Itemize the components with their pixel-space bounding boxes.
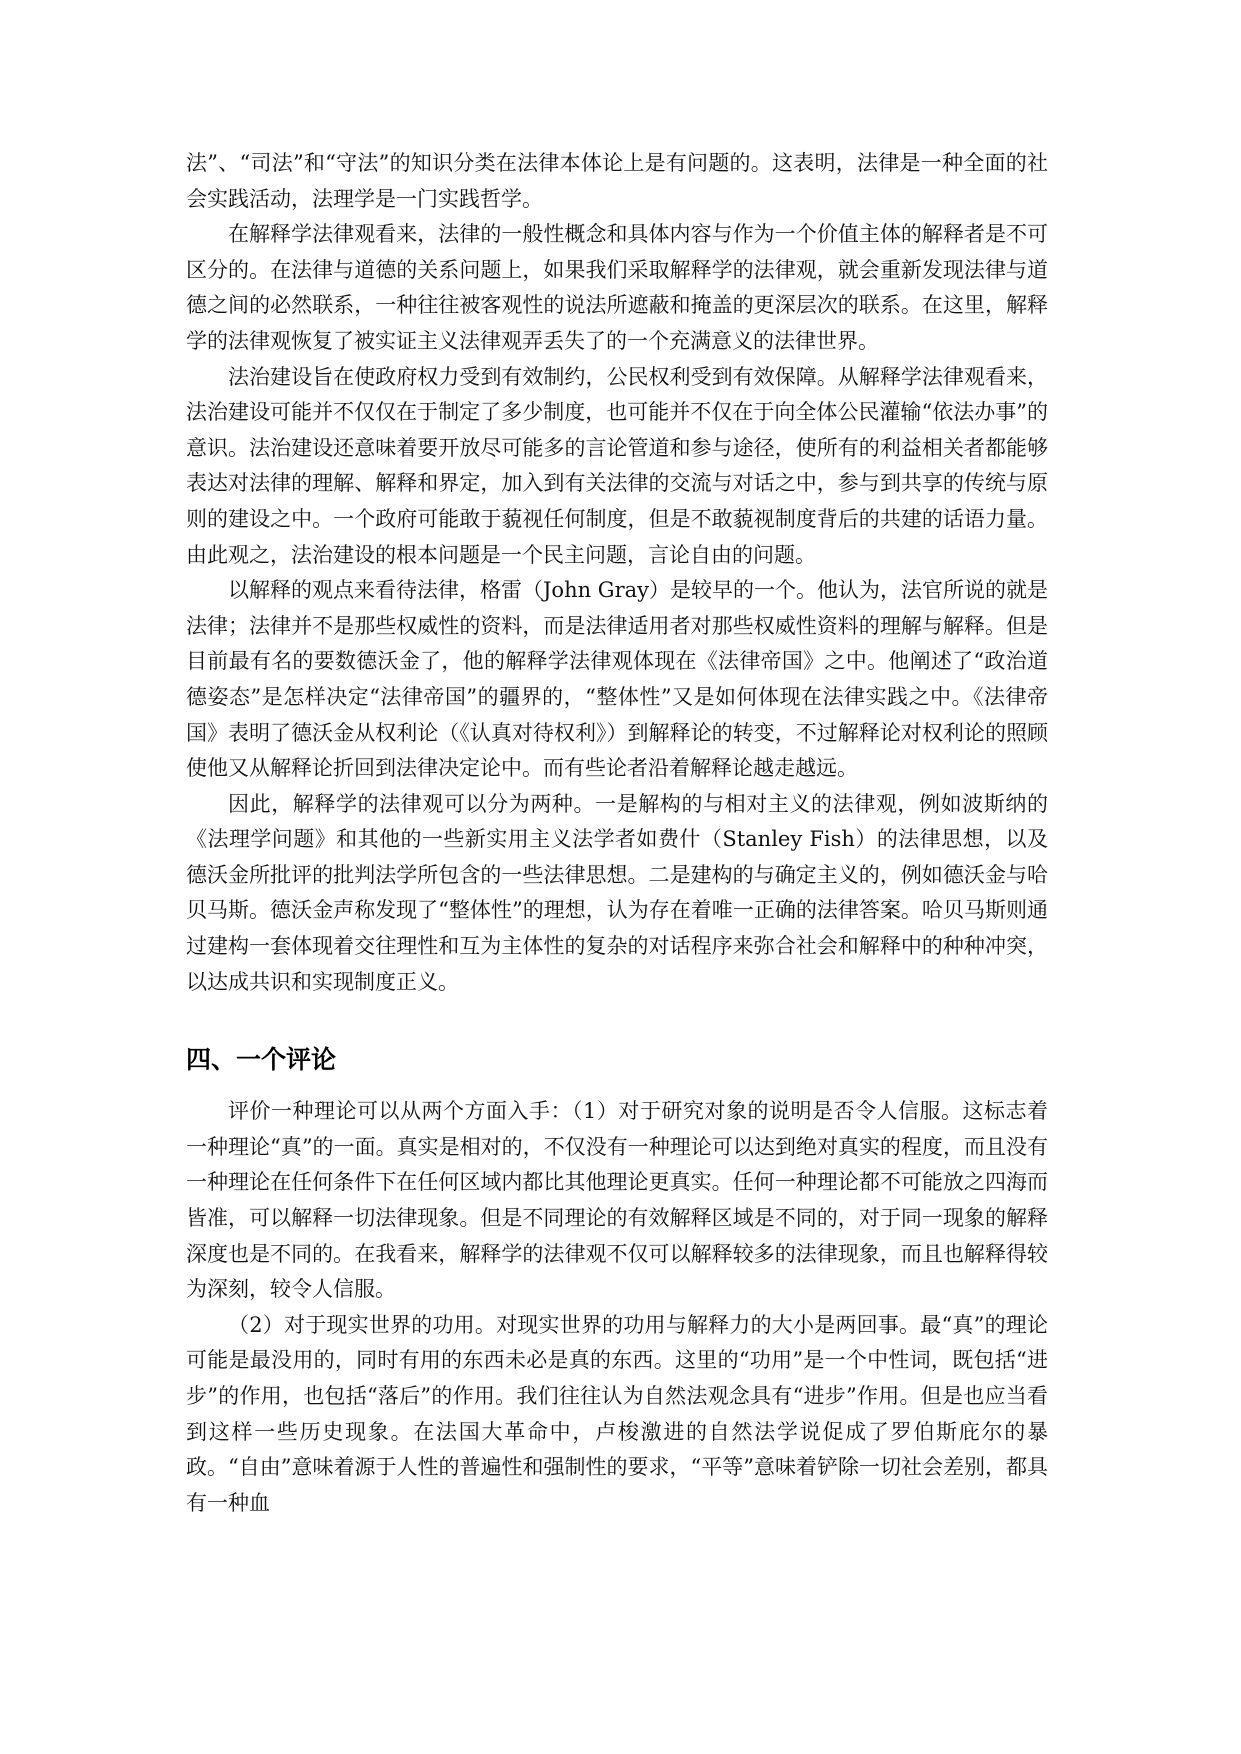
paragraph-rule-of-law: 法治建设旨在使政府权力受到有效制约，公民权利受到有效保障。从解释学法律观看来，法治建设可能并不仅仅在于制定了多少制度，也可能并不仅在于向全体公民灌输“依法办事”的意识。法治建设还意味着要开放尽可能多的言论管道和参与途径，使所有的利益相关者都能够表达对法律的理解、解释和界定，加入到有关法律的交流与对话之中，参与到共享的传统与原则的建设之中。一个政府可能敢于藐视任何制度，但是不敢藐视制度背后的共建的话语力量。由此观之，法治建设的根本问题是一个民主问题，言论自由的问题。 (186, 364, 1048, 567)
paragraph-two-kinds: 因此，解释学的法律观可以分为两种。一是解构的与相对主义的法律观，例如波斯纳的《法理学问题》和其他的一些新实用主义法学者如费什（Stanley Fish）的法律思想，以及德沃金所批评的批判法学所包含的一些法律思想。二是建构的与确定主义的，例如德沃金与哈贝马斯。德沃金声称发现了“整体性”的理想，认为存在着唯一正确的法律答案。哈贝马斯则通过建构一套体现着交往理性和互为主体性的复杂的对话程序来弥合社会和解释中的种种冲突，以达成共识和实现制度正义。 (186, 791, 1048, 994)
paragraph-gray-dworkin: 以解释的观点来看待法律，格雷（John Gray）是较早的一个。他认为，法官所说的就是法律；法律并不是那些权威性的资料，而是法律适用者对那些权威性资料的理解与解释。但是目前最有名的要数德沃金了，他的解释学法律观体现在《法律帝国》之中。他阐述了“政治道德姿态”是怎样决定“法律帝国”的疆界的，“整体性”又是如何体现在法律实践之中。《法律帝国》表明了德沃金从权利论（《认真对待权利》）到解释论的转变，不过解释论对权利论的照顾使他又从解释论折回到法律决定论中。而有些论者沿着解释论越走越远。 (186, 578, 1048, 781)
paragraph-continuation: 法”、“司法”和“守法”的知识分类在法律本体论上是有问题的。这表明，法律是一种全面的社会实践活动，法理学是一门实践哲学。 (186, 151, 1048, 211)
paragraph-evaluation: 评价一种理论可以从两个方面入手：（1）对于研究对象的说明是否令人信服。这标志着一种理论“真”的一面。真实是相对的，不仅没有一种理论可以达到绝对真实的程度，而且没有一种理论在任何条件下在任何区域内都比其他理论更真实。任何一种理论都不可能放之四海而皆准，可以解释一切法律现象。但是不同理论的有效解释区域是不同的，对于同一现象的解释深度也是不同的。在我看来，解释学的法律观不仅可以解释较多的法律现象，而且也解释得较为深刻，较令人信服。 (186, 1099, 1048, 1302)
paragraph-utility: （2）对于现实世界的功用。对现实世界的功用与解释力的大小是两回事。最“真”的理论可能是最没用的，同时有用的东西未必是真的东西。这里的“功用”是一个中性词，既包括“进步”的作用，也包括“落后”的作用。我们往往认为自然法观念具有“进步”作用。但是也应当看到这样一些历史现象。在法国大革命中，卢梭激进的自然法学说促成了罗伯斯庇尔的暴政。“自由”意味着源于人性的普遍性和强制性的要求，“平等”意味着铲除一切社会差别，都具有一种血 (186, 1312, 1048, 1515)
paragraph-hermeneutic-view: 在解释学法律观看来，法律的一般性概念和具体内容与作为一个价值主体的解释者是不可区分的。在法律与道德的关系问题上，如果我们采取解释学的法律观，就会重新发现法律与道德之间的必然联系，一种往往被客观性的说法所遮蔽和掩盖的更深层次的联系。在这里，解释学的法律观恢复了被实证主义法律观弄丢失了的一个充满意义的法律世界。 (186, 222, 1048, 353)
document-body (186, 146, 1048, 1521)
section-heading: 四、一个评论 (186, 1045, 337, 1075)
